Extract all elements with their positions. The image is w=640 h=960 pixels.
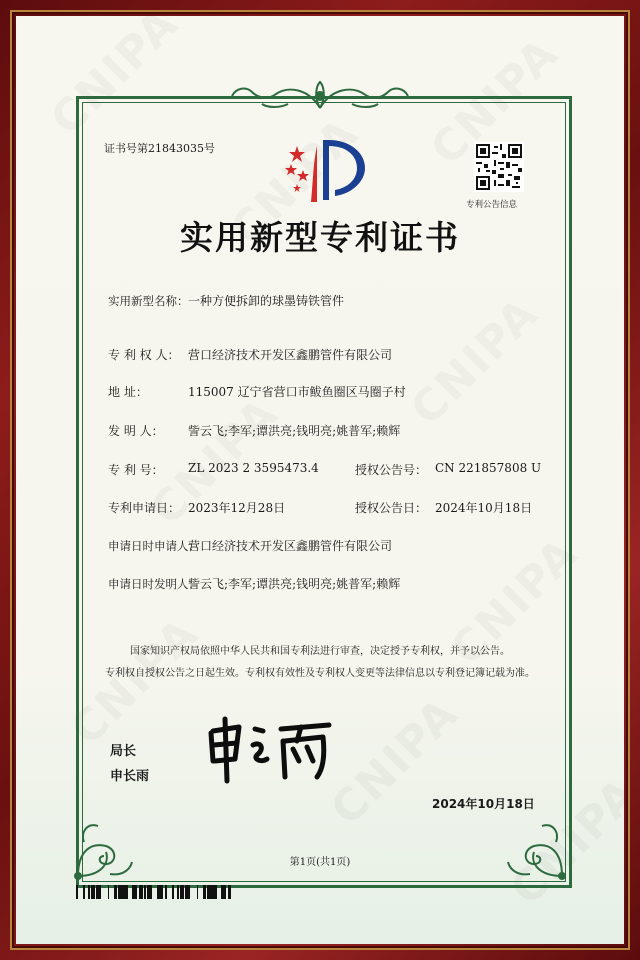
filing-date-value: 2023年12月28日 (188, 501, 286, 515)
utility-name-label: 实用新型名称： (108, 294, 189, 308)
barcode-icon (76, 885, 231, 899)
corner-ornament-icon (500, 812, 570, 882)
certificate-number: 证书号第21843035号 (104, 142, 215, 155)
signature (205, 715, 335, 785)
app-inventor-value: 訾云飞;李军;谭洪亮;钱明亮;姚普军;赖辉 (188, 577, 401, 591)
page-info: 第1页(共1页) (289, 857, 351, 868)
signer-name: 申长雨 (110, 769, 150, 784)
qr-caption: 专利公告信息 (466, 200, 518, 210)
patent-number-label: 专 利 号： (108, 463, 164, 477)
notice-line-1: 国家知识产权局依照中华人民共和国专利法进行审查，决定授予专利权，并予以公告。 (130, 646, 510, 657)
utility-name-value: 一种方便拆卸的球墨铸铁管件 (188, 294, 345, 308)
top-ornament-icon (228, 78, 412, 114)
grant-pub-date-value: 2024年10月18日 (435, 501, 533, 515)
applicant-label: 申请日时申请人： (108, 539, 200, 553)
app-inventor-label: 申请日时发明人： (108, 577, 200, 591)
filing-date-label: 专利申请日： (108, 501, 181, 515)
grant-pub-number-label: 授权公告号： (355, 463, 428, 477)
qr-code-icon[interactable] (474, 142, 524, 192)
grant-pub-date-label: 授权公告日： (355, 501, 428, 515)
address-value: 115007 辽宁省营口市鲅鱼圈区马圈子村 (188, 385, 406, 399)
inventor-label: 发 明 人： (108, 424, 164, 438)
corner-ornament-icon (70, 812, 140, 882)
patentee-label: 专 利 权 人： (108, 348, 180, 362)
sign-date: 2024年10月18日 (432, 797, 535, 811)
signer-title: 局长 (110, 744, 137, 759)
notice-line-2: 专利权自授权公告之日起生效。专利权有效性及专利权人变更等法律信息以专利登记簿记载为准。 (105, 668, 535, 679)
inventor-value: 訾云飞;李军;谭洪亮;钱明亮;姚普军;赖辉 (188, 424, 401, 438)
certificate-title: 实用新型专利证书 (180, 218, 460, 257)
patent-number-value: ZL 2023 2 3595473.4 (188, 461, 319, 475)
cnipa-logo-icon (283, 136, 369, 204)
applicant-value: 营口经济技术开发区鑫鹏管件有限公司 (188, 539, 393, 553)
patentee-value: 营口经济技术开发区鑫鹏管件有限公司 (188, 348, 393, 362)
address-label: 地 址： (108, 385, 148, 399)
grant-pub-number-value: CN 221857808 U (435, 461, 542, 475)
